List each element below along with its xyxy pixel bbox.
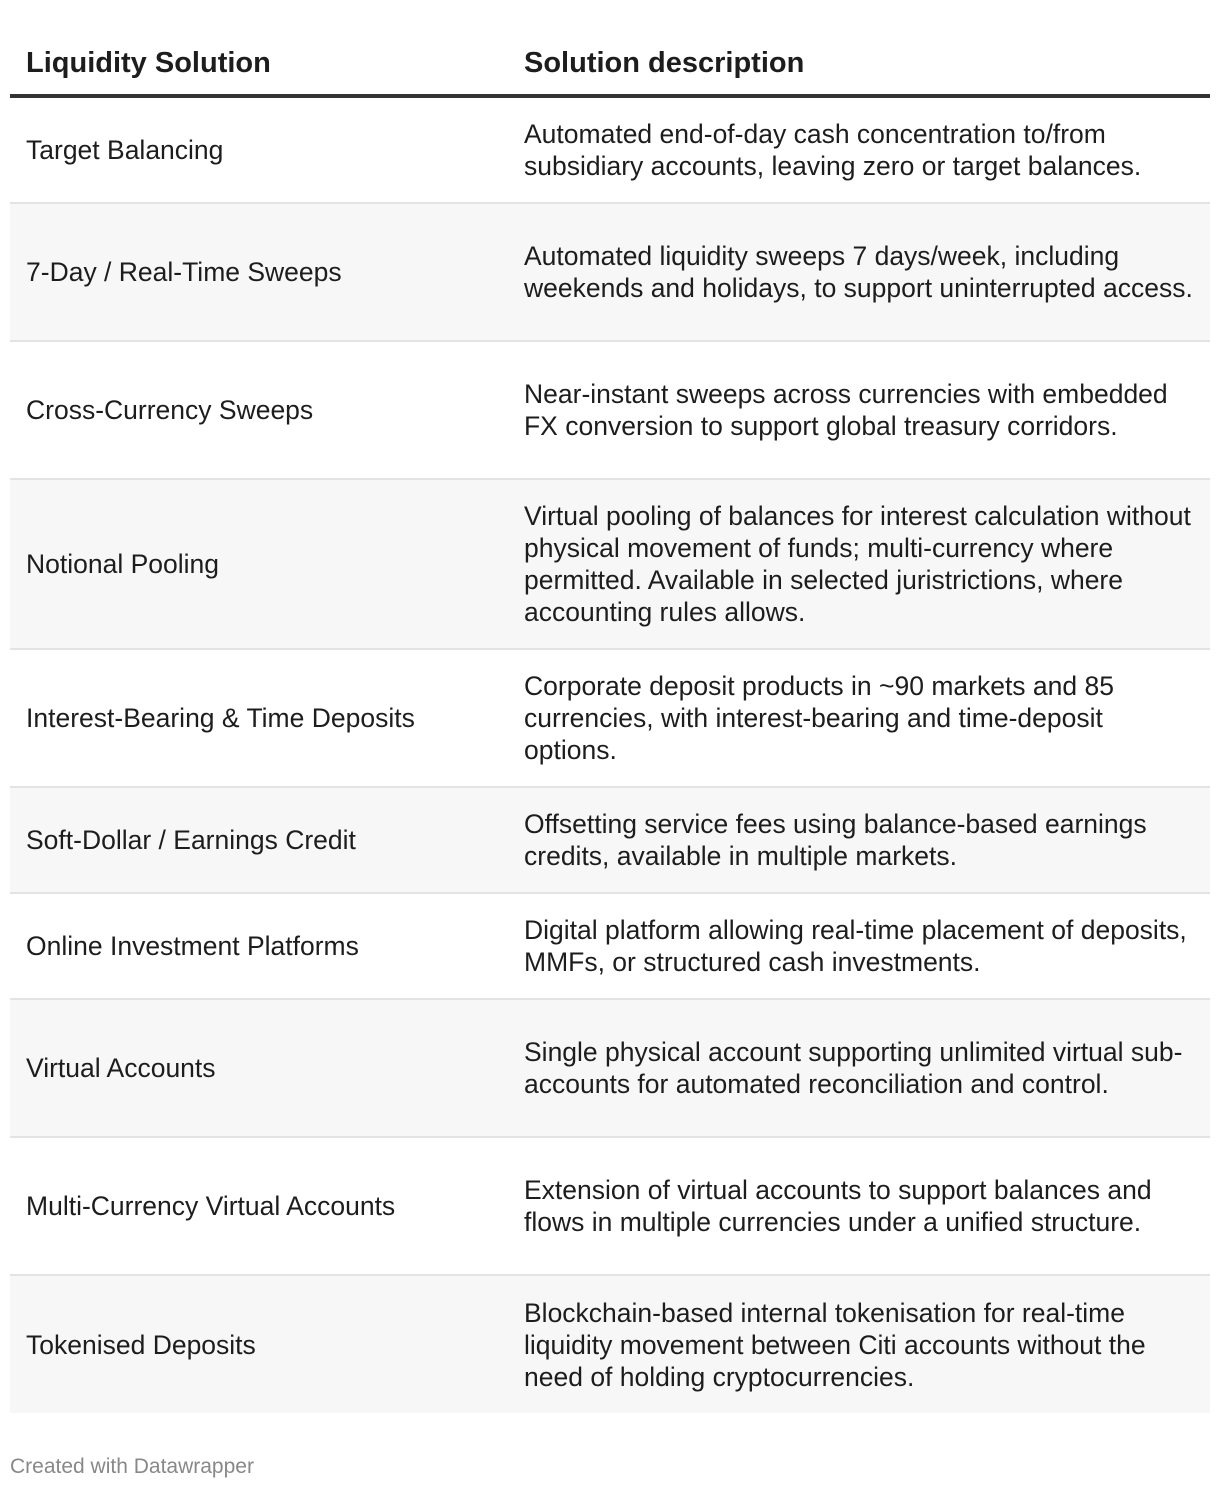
table-row xyxy=(10,1000,1210,1138)
column-header-description: Solution description xyxy=(524,47,805,79)
table-row xyxy=(10,342,1210,480)
description-cell: Corporate deposit products in ~90 markets and 85 currencies, with interest-bearing and time-deposit options. xyxy=(524,671,1114,765)
solution-cell: Soft-Dollar / Earnings Credit xyxy=(26,825,356,855)
description-cell: Automated liquidity sweeps 7 days/week, including weekends and holidays, to support uninterrupted access. xyxy=(524,241,1193,303)
column-header-solution: Liquidity Solution xyxy=(26,47,271,79)
solution-cell: 7-Day / Real-Time Sweeps xyxy=(26,257,342,287)
solution-cell: Tokenised Deposits xyxy=(26,1329,256,1360)
description-cell: Automated end-of-day cash concentration to/from subsidiary accounts, leaving zero or target balances. xyxy=(524,119,1142,181)
table-row xyxy=(10,98,1210,204)
description-cell: Near-instant sweeps across currencies with embedded FX conversion to support global treasury corridors. xyxy=(524,379,1168,441)
solution-cell: Online Investment Platforms xyxy=(26,931,359,961)
solution-cell: Notional Pooling xyxy=(26,549,219,579)
solution-cell: Cross-Currency Sweeps xyxy=(26,395,314,425)
description-cell: Digital platform allowing real-time placement of deposits, MMFs, or structured cash investments. xyxy=(524,915,1187,977)
solution-cell: Target Balancing xyxy=(26,135,224,165)
table-row xyxy=(10,788,1210,894)
description-cell: Virtual pooling of balances for interest calculation without physical movement of funds; multi-currency where permitted. Available in selected juristrictions, where accounting rules allows. xyxy=(524,501,1191,627)
table-header xyxy=(10,28,1210,98)
table-row xyxy=(10,1138,1210,1276)
datawrapper-credit: Created with Datawrapper xyxy=(10,1455,254,1478)
table-row xyxy=(10,1276,1210,1413)
solution-cell: Virtual Accounts xyxy=(26,1053,216,1083)
table-row xyxy=(10,204,1210,342)
liquidity-table xyxy=(10,28,1210,1413)
description-cell: Single physical account supporting unlimited virtual sub-accounts for automated reconciliation and control. xyxy=(524,1037,1183,1099)
table-body xyxy=(10,98,1210,1413)
description-cell: Extension of virtual accounts to support balances and flows in multiple currencies under a unified structure. xyxy=(524,1175,1152,1237)
table-row xyxy=(10,650,1210,788)
table-row xyxy=(10,894,1210,1000)
description-cell: Offsetting service fees using balance-based earnings credits, available in multiple markets. xyxy=(524,809,1147,871)
solution-cell: Interest-Bearing & Time Deposits xyxy=(26,703,415,733)
table-row xyxy=(10,480,1210,650)
description-cell: Blockchain-based internal tokenisation for real-time liquidity movement between Citi accounts without the need of holding cryptocurrencies. xyxy=(524,1297,1146,1392)
solution-cell: Multi-Currency Virtual Accounts xyxy=(26,1191,396,1221)
